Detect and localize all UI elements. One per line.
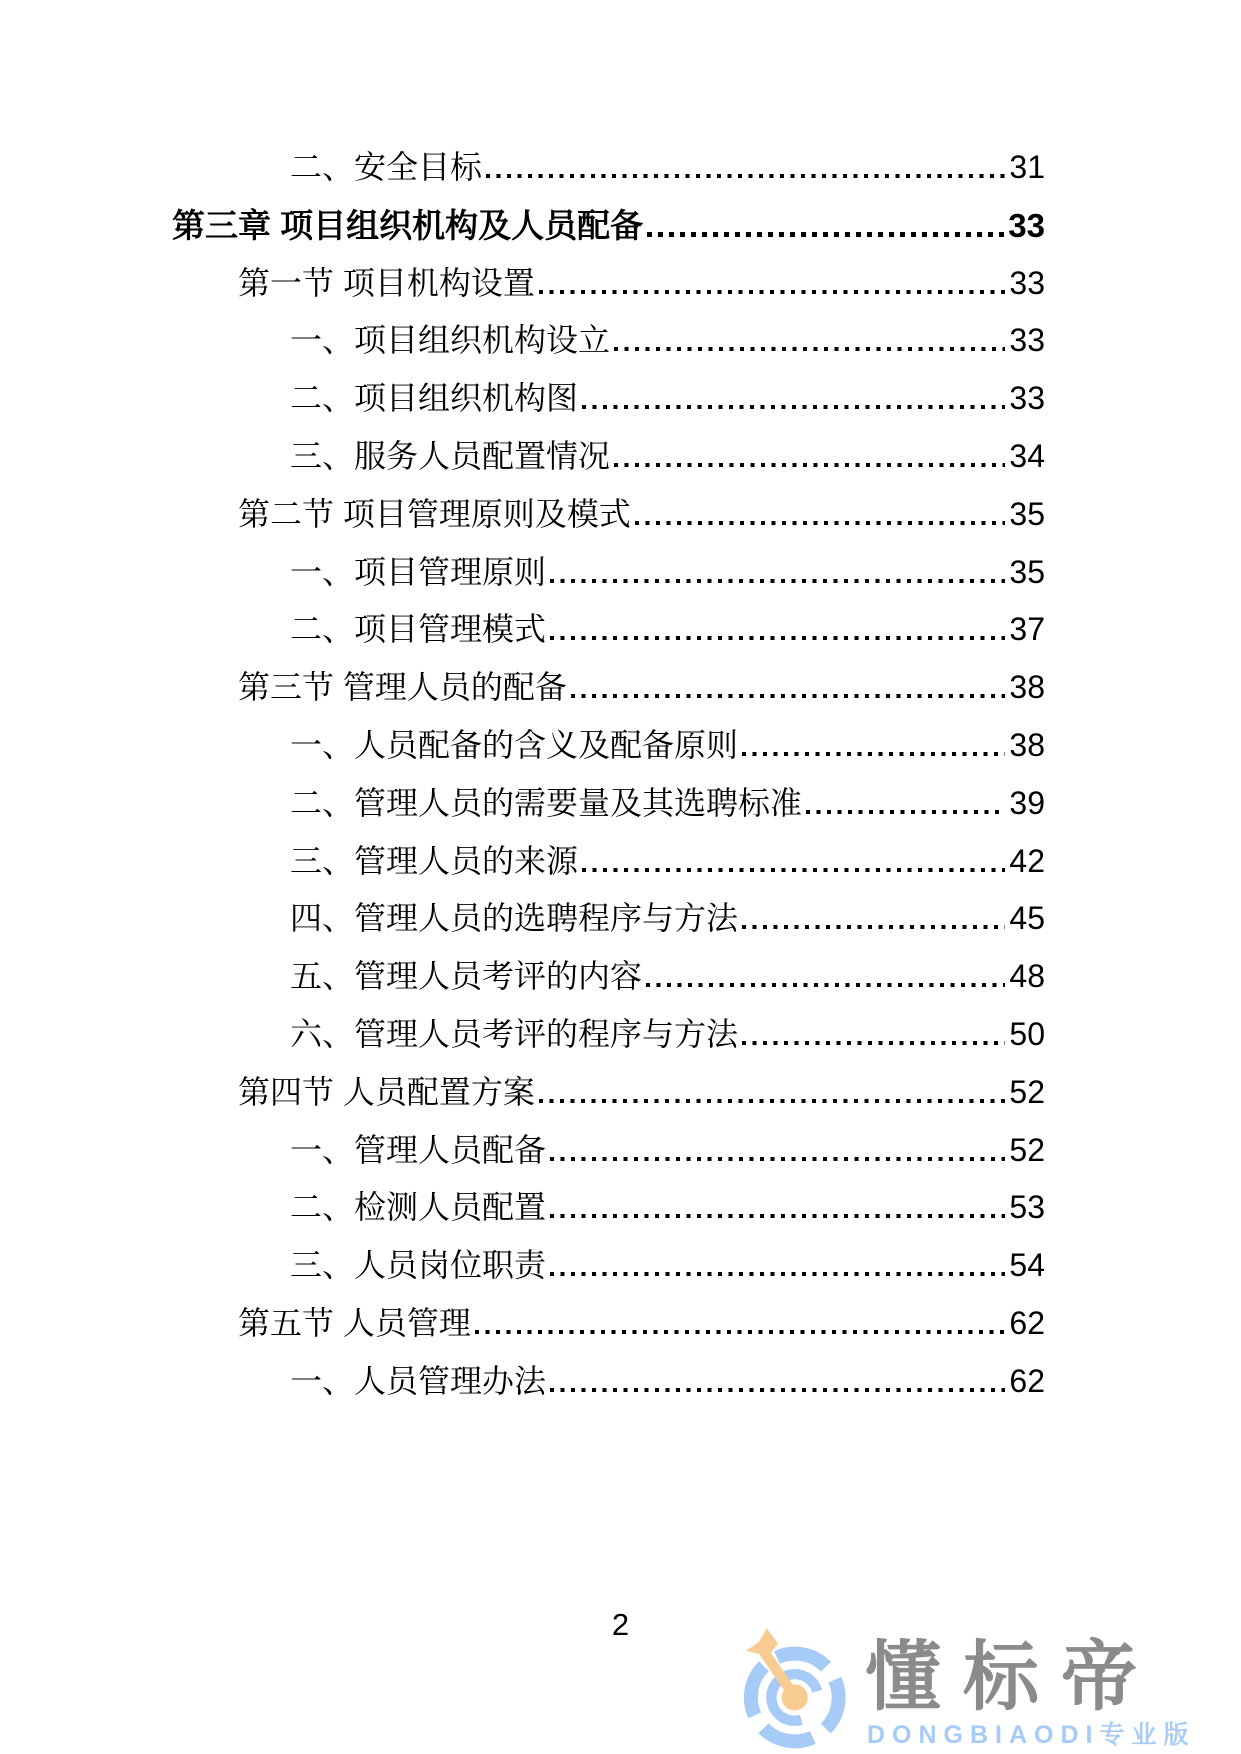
toc-entry-page: 33: [1009, 264, 1045, 301]
toc-entry-page: 33: [1009, 380, 1045, 417]
toc-entry: [172, 717, 1045, 775]
toc-entry-label: 一、人员配备的含义及配备原则: [290, 726, 739, 763]
toc-entry-page: 35: [1009, 553, 1045, 590]
toc-entry-page: 33: [1008, 206, 1045, 244]
toc-entry-page: 45: [1009, 900, 1045, 937]
dot-leader: [742, 1041, 1005, 1045]
toc-entry-label: 三、人员岗位职责: [290, 1247, 547, 1284]
dot-leader: [571, 694, 1006, 698]
dot-leader: [486, 174, 1005, 178]
toc-entry-label: 二、检测人员配置: [290, 1189, 547, 1226]
toc-entry-page: 62: [1009, 1304, 1045, 1341]
toc-entry-label: 第一节 项目机构设置: [238, 264, 535, 301]
toc-entry: [172, 601, 1045, 659]
toc-entry: [172, 255, 1045, 313]
dot-leader: [582, 405, 1005, 409]
toc-entry-page: 48: [1009, 958, 1045, 995]
dot-leader: [550, 1272, 1005, 1276]
toc-entry: [172, 428, 1045, 486]
dot-leader: [550, 579, 1005, 583]
toc-entry: [172, 1237, 1045, 1295]
toc-entry-page: 39: [1009, 784, 1045, 821]
toc-entry: [172, 312, 1045, 370]
dot-leader: [742, 925, 1005, 929]
toc-entry-page: 53: [1009, 1189, 1045, 1226]
dot-leader: [742, 752, 1005, 756]
toc-entry: [172, 486, 1045, 544]
toc-entry-label: 一、人员管理办法: [290, 1362, 547, 1399]
toc-entry-label: 五、管理人员考评的内容: [290, 958, 643, 995]
dot-leader: [647, 232, 1004, 237]
watermark-brand-cn: 懂标帝: [865, 1635, 1159, 1720]
toc-entry-label: 二、管理人员的需要量及其选聘标准: [290, 784, 803, 821]
dot-leader: [539, 1099, 1006, 1103]
dot-leader: [550, 1214, 1005, 1218]
toc-entry-page: 38: [1009, 669, 1045, 706]
toc-entry-page: 52: [1009, 1131, 1045, 1168]
toc-entry: [172, 890, 1045, 948]
target-icon: [735, 1626, 847, 1754]
dot-leader: [582, 868, 1005, 872]
toc-entry-label: 第二节 项目管理原则及模式: [238, 495, 631, 532]
toc-entry: [172, 948, 1045, 1006]
dot-leader: [475, 1330, 1006, 1334]
toc-entry: [172, 370, 1045, 428]
toc-entry-label: 第三章 项目组织机构及人员配备: [172, 206, 644, 244]
toc-entry-label: 第五节 人员管理: [238, 1304, 471, 1341]
toc-entry-label: 一、管理人员配备: [290, 1131, 547, 1168]
toc-entry-page: 42: [1009, 842, 1045, 879]
toc-entry-label: 第三节 管理人员的配备: [238, 669, 567, 706]
dot-leader: [646, 983, 1005, 987]
toc-entry: [172, 659, 1045, 717]
toc-entry: [172, 139, 1045, 197]
toc-entry: [172, 197, 1045, 255]
toc-entry-page: 33: [1009, 322, 1045, 359]
toc-entry-page: 62: [1009, 1362, 1045, 1399]
toc-entry: [172, 1353, 1045, 1411]
toc-entry-label: 四、管理人员的选聘程序与方法: [290, 900, 739, 937]
toc-entry-label: 一、项目管理原则: [290, 553, 547, 590]
dot-leader: [806, 810, 1005, 814]
dot-leader: [550, 1388, 1005, 1392]
toc-entry-label: 二、安全目标: [290, 149, 483, 185]
toc-entry-label: 三、服务人员配置情况: [290, 437, 611, 474]
toc-entry-page: 38: [1009, 726, 1045, 763]
dot-leader: [550, 1157, 1005, 1161]
toc-entry: [172, 1064, 1045, 1122]
toc-entry-label: 二、项目组织机构图: [290, 380, 579, 417]
watermark: [700, 1618, 1241, 1754]
toc-entry-label: 三、管理人员的来源: [290, 842, 579, 879]
toc-entry-label: 一、项目组织机构设立: [290, 322, 611, 359]
watermark-brand-en: DONGBIAODI专业版: [867, 1721, 1196, 1749]
dot-leader: [614, 463, 1005, 467]
toc-entry-page: 34: [1009, 437, 1045, 474]
dot-leader: [550, 636, 1005, 640]
toc-entry: [172, 1122, 1045, 1180]
toc-entry: [172, 775, 1045, 833]
table-of-contents: [172, 139, 1045, 1411]
toc-entry: [172, 1295, 1045, 1353]
toc-entry-label: 第四节 人员配置方案: [238, 1073, 535, 1110]
dot-leader: [614, 347, 1005, 351]
dot-leader: [539, 290, 1006, 294]
dot-leader: [635, 521, 1006, 525]
toc-entry: [172, 1179, 1045, 1237]
toc-entry-page: 37: [1009, 611, 1045, 648]
toc-entry: [172, 833, 1045, 891]
toc-entry-page: 35: [1009, 495, 1045, 532]
toc-entry-label: 二、项目管理模式: [290, 611, 547, 648]
toc-entry-page: 54: [1009, 1247, 1045, 1284]
toc-entry-page: 50: [1009, 1015, 1045, 1052]
toc-entry-label: 六、管理人员考评的程序与方法: [290, 1015, 739, 1052]
toc-entry: [172, 1006, 1045, 1064]
toc-entry-page: 31: [1009, 149, 1045, 185]
toc-entry-page: 52: [1009, 1073, 1045, 1110]
toc-entry: [172, 544, 1045, 602]
page-number: 2: [611, 1607, 630, 1642]
